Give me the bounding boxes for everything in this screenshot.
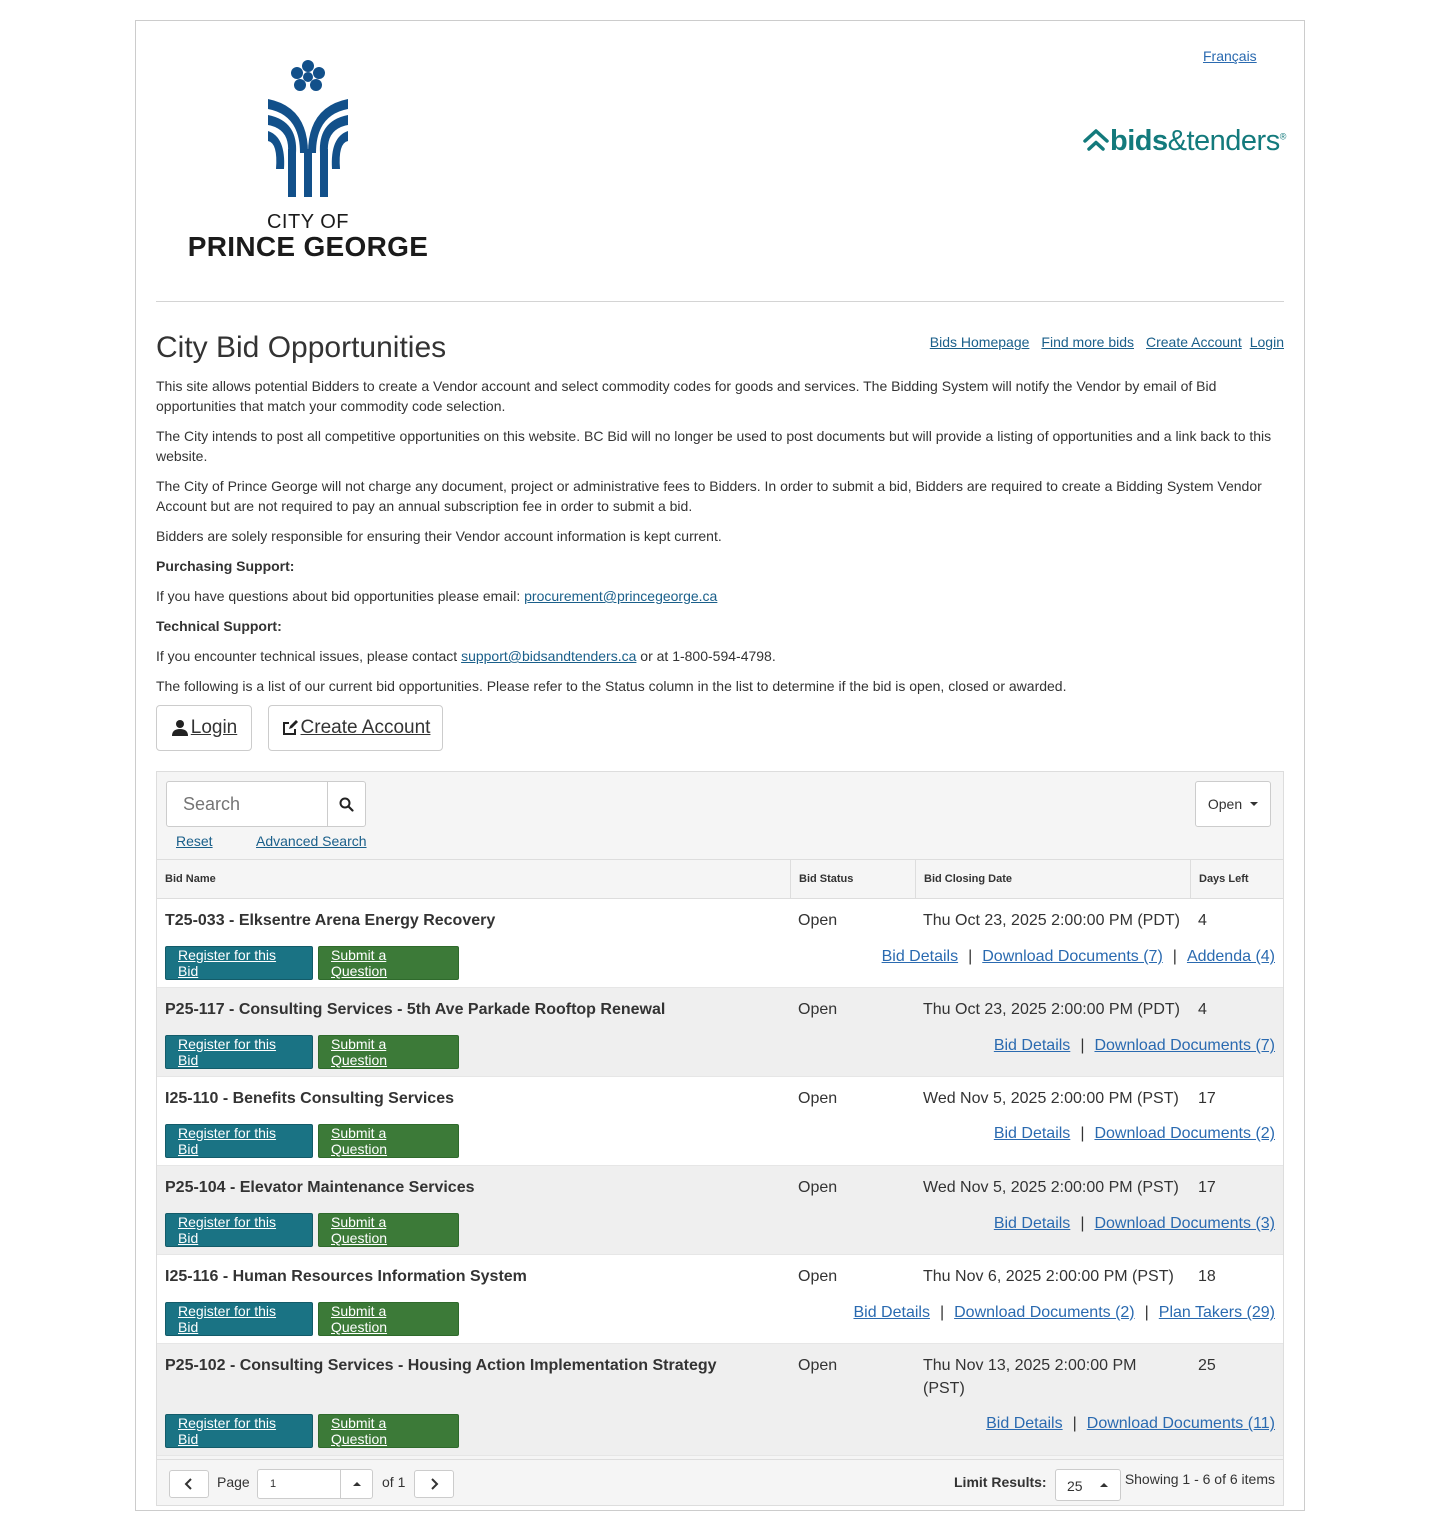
bids-tenders-logo [1082,123,1286,159]
chevron-right-icon [429,1478,439,1490]
bid-name: I25-110 - Benefits Consulting Services [165,1090,454,1107]
bid-details-link[interactable]: Bid Details [853,1304,930,1321]
row-links: Bid Details | Download Documents (3) [993,1215,1275,1232]
login-button[interactable]: Login [156,705,252,751]
column-header-days-left[interactable]: Days Left [1190,860,1283,898]
submit-question-button[interactable]: Submit a Question [318,946,459,980]
purchasing-support-text: If you have questions about bid opportunities please email: procurement@princegeorge.ca [156,588,718,604]
header-divider [156,301,1284,302]
download-documents-link[interactable]: Download Documents (7) [1094,1037,1275,1054]
register-bid-button[interactable]: Register for this Bid [165,1302,313,1336]
intro-paragraph: The City of Prince George will not charge any document, project or administrative fees to Bidders. In order to submit a bid, Bidders are required to create a Bidding System Vendor Account but are not required to pay an annual subscription fee in order to submit a bid. [156,478,1262,514]
column-header-bid-status[interactable]: Bid Status [790,860,915,898]
bid-closing-date: Thu Nov 13, 2025 2:00:00 PM (PST) [923,1357,1137,1397]
caret-up-icon [1100,1483,1108,1487]
bid-details-link[interactable]: Bid Details [993,1215,1071,1232]
intro-text [156,376,1284,706]
search-input[interactable] [167,782,327,826]
search-button[interactable] [327,782,365,826]
days-left: 4 [1198,1001,1207,1018]
days-left: 25 [1198,1357,1216,1374]
bid-closing-date: Wed Nov 5, 2025 2:00:00 PM (PST) [923,1090,1179,1107]
row-actions [165,1414,459,1448]
row-actions [165,946,459,980]
bid-name: P25-117 - Consulting Services - 5th Ave Parkade Rooftop Renewal [165,1001,666,1018]
bid-status: Open [798,1179,838,1196]
bid-status: Open [798,1357,838,1374]
bid-name: P25-104 - Elevator Maintenance Services [165,1179,475,1196]
row-links: Bid Details | Download Documents (7) [993,1037,1275,1054]
bid-status: Open [798,1001,838,1018]
language-link[interactable]: Français [1203,48,1257,64]
create-account-button[interactable]: Create Account [268,705,443,751]
next-page-button[interactable] [414,1470,454,1498]
download-documents-link[interactable]: Download Documents (11) [1086,1415,1275,1432]
user-icon [171,719,189,737]
title-row [156,327,1284,367]
submit-question-button[interactable]: Submit a Question [318,1035,459,1069]
download-documents-link[interactable]: Download Documents (2) [1094,1125,1275,1142]
page-number-input[interactable]: 1 [257,1469,373,1499]
page-label: Page [217,1474,250,1490]
search-icon [339,797,354,812]
bid-closing-date: Thu Oct 23, 2025 2:00:00 PM (PDT) [923,1001,1181,1018]
plan-takers-link[interactable]: Plan Takers (29) [1158,1304,1275,1321]
city-emblem-icon [176,57,440,207]
bid-details-link[interactable]: Bid Details [993,1125,1071,1142]
submit-question-button[interactable]: Submit a Question [318,1414,459,1448]
register-bid-button[interactable]: Register for this Bid [165,946,313,980]
page-spinner[interactable] [340,1470,372,1498]
table-row [157,1166,1283,1255]
search-group [166,781,366,827]
previous-page-button[interactable] [169,1470,209,1498]
bid-closing-date: Thu Oct 23, 2025 2:00:00 PM (PDT) [923,912,1181,929]
intro-paragraph: The City intends to post all competitive opportunities on this website. BC Bid will no longer be used to post documents but will provide a listing of opportunities and a link back to this website. [156,428,1272,464]
submit-question-button[interactable]: Submit a Question [318,1213,459,1247]
row-links: Bid Details | Download Documents (2) | Plan Takers (29) [853,1304,1275,1321]
bid-closing-date: Thu Nov 6, 2025 2:00:00 PM (PST) [923,1268,1174,1285]
row-links: Bid Details | Download Documents (11) [986,1415,1275,1432]
bid-status: Open [798,1090,838,1107]
submit-question-button[interactable]: Submit a Question [318,1302,459,1336]
row-links: Bid Details | Download Documents (2) [993,1125,1275,1142]
table-row [157,1255,1283,1344]
bid-status: Open [798,912,838,929]
table-row [157,1344,1283,1456]
limit-results-select[interactable]: 25 [1055,1469,1121,1501]
intro-paragraph: Bidders are solely responsible for ensuring their Vendor account information is kept current. [156,528,722,544]
days-left: 18 [1198,1268,1216,1285]
list-note: The following is a list of our current bid opportunities. Please refer to the Status column in the list to determine if the bid is open, closed or awarded. [156,678,1067,694]
login-link[interactable]: Login [1249,334,1284,350]
row-actions [165,1035,459,1069]
results-count: Showing 1 - 6 of 6 items [1124,1471,1275,1487]
technical-support-heading: Technical Support: [156,618,282,634]
days-left: 17 [1198,1090,1216,1107]
site-header [156,21,1284,302]
find-more-bids-link[interactable]: Find more bids [1041,334,1134,350]
pagination-bar [157,1459,1283,1505]
city-logo [176,57,429,267]
procurement-email-link[interactable]: procurement@princegeorge.ca [524,588,718,604]
table-row [157,1077,1283,1166]
purchasing-support-heading: Purchasing Support: [156,558,295,574]
page-count: of 1 [382,1474,406,1490]
bid-name: P25-102 - Consulting Services - Housing Action Implementation Strategy [165,1357,717,1374]
status-filter-dropdown[interactable]: Open [1195,781,1271,827]
register-bid-button[interactable]: Register for this Bid [165,1124,313,1158]
download-documents-link[interactable]: Download Documents (3) [1094,1215,1275,1232]
city-name-line1: CITY OF [266,211,350,233]
bid-status: Open [798,1268,838,1285]
row-actions [165,1124,459,1158]
reset-link[interactable]: Reset [176,833,213,849]
days-left: 17 [1198,1179,1216,1196]
technical-support-text: If you encounter technical issues, please contact support@bidsandtenders.ca or at 1-800-594-4798. [156,648,776,664]
table-header [157,859,1283,899]
row-links: Bid Details | Download Documents (7) | Addenda (4) [881,948,1275,965]
row-actions [165,1213,459,1247]
create-account-link[interactable]: Create Account [1146,334,1242,350]
bid-details-link[interactable]: Bid Details [881,948,959,965]
caret-down-icon [1250,802,1258,806]
limit-results-label: Limit Results: [954,1474,1047,1490]
bid-table [157,859,1283,1456]
bid-list-panel [156,771,1284,1506]
row-actions [165,1302,459,1336]
download-documents-link[interactable]: Download Documents (2) [954,1304,1135,1321]
table-row [157,899,1283,988]
city-name-line2: PRINCE GEORGE [187,231,429,262]
bid-name: I25-116 - Human Resources Information System [165,1268,527,1285]
bid-details-link[interactable]: Bid Details [986,1415,1063,1432]
bid-details-link[interactable]: Bid Details [993,1037,1071,1054]
caret-up-icon [353,1482,361,1486]
table-row [157,988,1283,1077]
top-nav-links [918,334,1284,350]
column-header-bid-name[interactable]: Bid Name [165,873,216,885]
register-bid-button[interactable]: Register for this Bid [165,1213,313,1247]
page-title: City Bid Opportunities [156,331,447,364]
addenda-link[interactable]: Addenda (4) [1186,948,1275,965]
download-documents-link[interactable]: Download Documents (7) [982,948,1163,965]
bids-homepage-link[interactable]: Bids Homepage [929,334,1030,350]
double-chevron-up-icon [1082,128,1110,154]
register-bid-button[interactable]: Register for this Bid [165,1414,313,1448]
column-header-closing-date[interactable]: Bid Closing Date [915,860,1190,898]
page-frame [135,20,1305,1511]
brand-wordmark: bids&tenders® [1110,124,1286,157]
advanced-search-link[interactable]: Advanced Search [256,833,367,849]
bid-closing-date: Wed Nov 5, 2025 2:00:00 PM (PST) [923,1179,1179,1196]
support-email-link[interactable]: support@bidsandtenders.ca [461,648,637,664]
days-left: 4 [1198,912,1207,929]
submit-question-button[interactable]: Submit a Question [318,1124,459,1158]
bid-name: T25-033 - Elksentre Arena Energy Recovery [165,912,496,929]
chevron-left-icon [184,1478,194,1490]
intro-paragraph: This site allows potential Bidders to create a Vendor account and select commodity codes for goods and services. The Bidding System will notify the Vendor by email of Bid opportunities that match your commodity code selection. [156,378,1217,414]
edit-icon [281,719,299,737]
register-bid-button[interactable]: Register for this Bid [165,1035,313,1069]
